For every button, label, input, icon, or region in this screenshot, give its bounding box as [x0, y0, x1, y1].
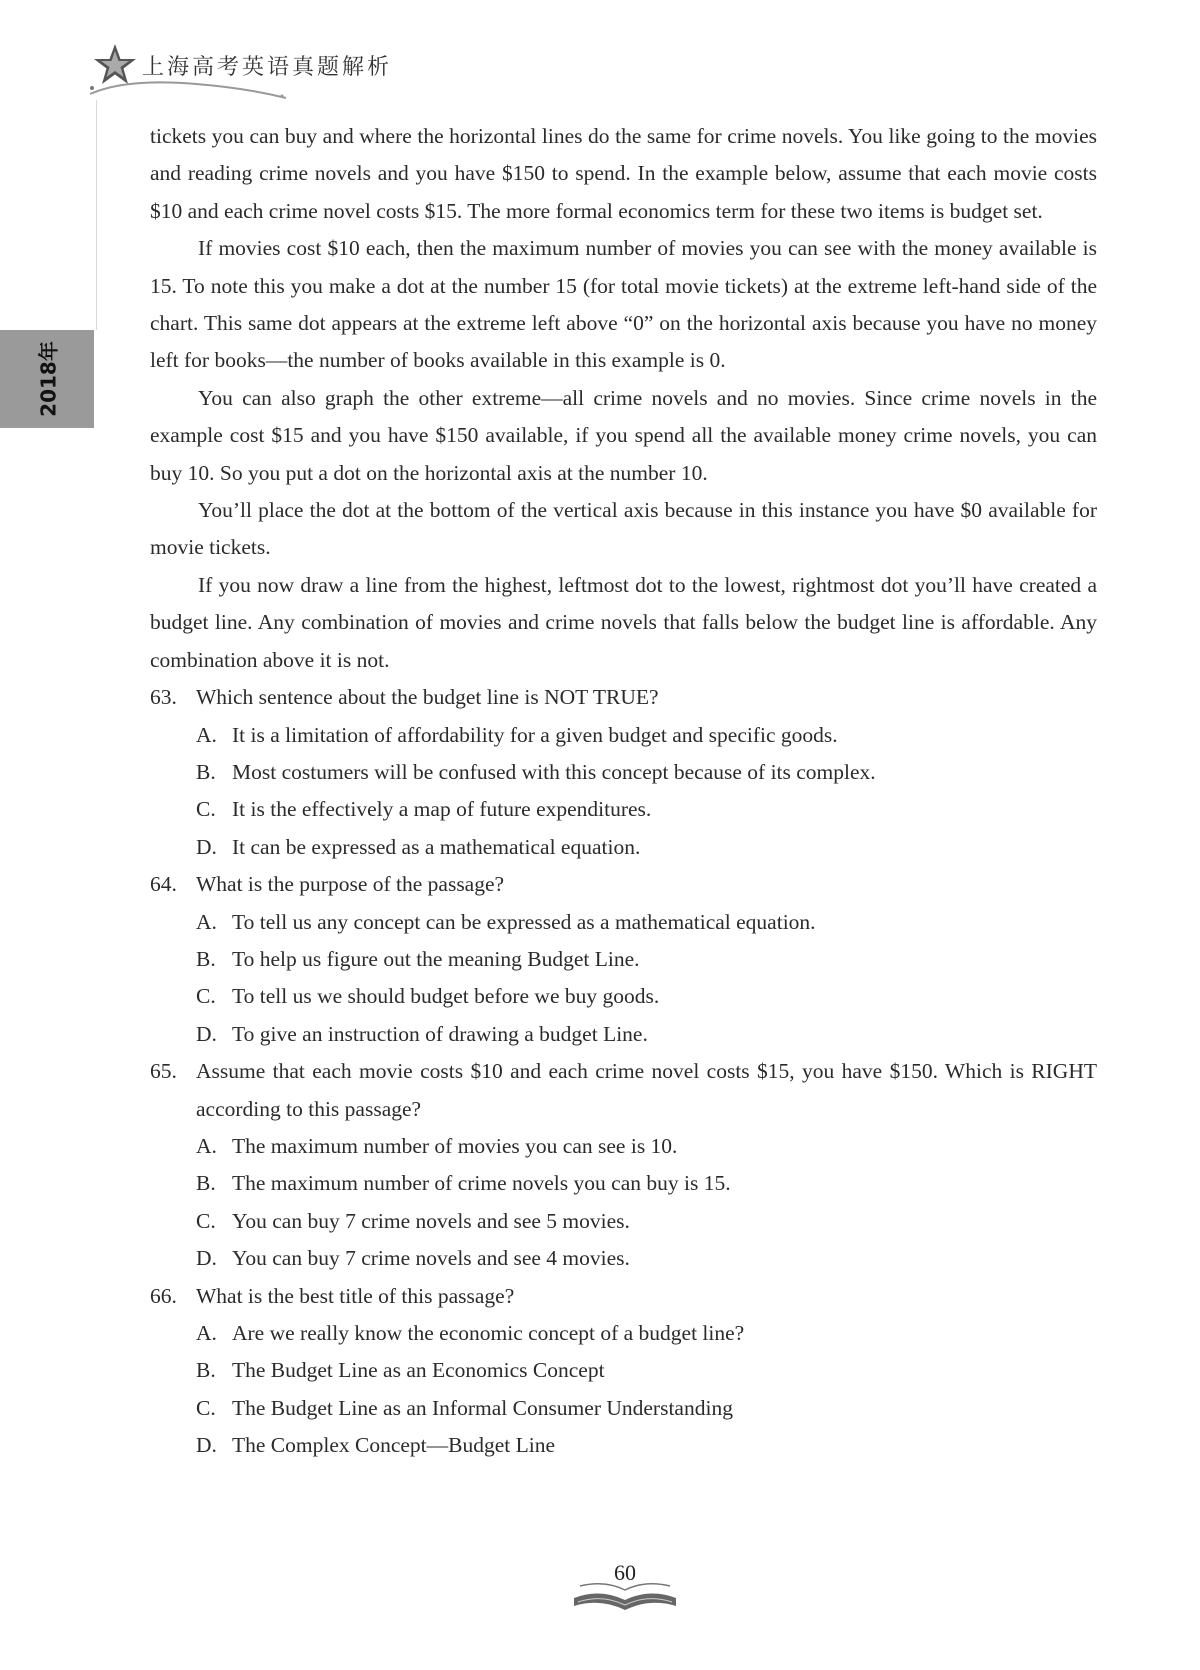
year-label: 2018年: [36, 341, 61, 417]
page-footer: [560, 1550, 690, 1630]
question-number: 65.: [150, 1059, 177, 1084]
question-number: 63.: [150, 685, 177, 710]
option-a: A. It is a limitation of affordability for a given budget and specific goods.: [196, 722, 838, 747]
page-header: [86, 40, 466, 100]
passage-paragraph: If you now draw a line from the highest, leftmost dot to the lowest, rightmost dot you’ll have created a budget line. Any combination of movies and crime novels that falls below the budget line is affordable. Any combination above it is not.: [150, 572, 1097, 672]
question-text: What is the best title of this passage?: [196, 1283, 515, 1308]
option-d: D. You can buy 7 crime novels and see 4 movies.: [196, 1246, 630, 1271]
question-text: Which sentence about the budget line is NOT TRUE?: [196, 685, 659, 710]
passage-paragraph: You can also graph the other extreme—all crime novels and no movies. Since crime novels in the example cost $15 and you have $150 available, if you spend all the available money crime novels, you can buy 10. So you put a dot on the horizontal axis at the number 10.: [150, 385, 1097, 485]
margin-rule: [96, 100, 97, 330]
question-64: [150, 866, 1097, 1053]
option-a: A. Are we really know the economic concept of a budget line?: [196, 1321, 745, 1345]
option-a: A. To tell us any concept can be expressed as a mathematical equation.: [196, 909, 816, 934]
question-63: [150, 679, 1097, 866]
page-number: 60: [614, 1560, 636, 1585]
passage-paragraph: tickets you can buy and where the horizontal lines do the same for crime novels. You like going to the movies and reading crime novels and you have $150 to spend. In the example below, assume that each movie costs $10 and each crime novel costs $15. The more formal economics term for these two items is budget set.: [150, 124, 1097, 223]
option-c: C. You can buy 7 crime novels and see 5 movies.: [196, 1208, 630, 1233]
option-d: D. It can be expressed as a mathematical equation.: [196, 834, 641, 859]
swoosh-decoration: [86, 76, 306, 100]
option-d: D. To give an instruction of drawing a budget Line.: [196, 1021, 648, 1046]
option-d: D. The Complex Concept—Budget Line: [196, 1433, 556, 1458]
page-content: [150, 118, 1097, 1465]
option-b: B. The maximum number of crime novels you can buy is 15.: [196, 1171, 731, 1196]
option-c: C. The Budget Line as an Informal Consumer Understanding: [196, 1395, 733, 1420]
year-tab: [0, 330, 94, 428]
passage-paragraph: If movies cost $10 each, then the maximum number of movies you can see with the money available is 15. To note this you make a dot at the number 15 (for total movie tickets) at the extreme left-hand side of the chart. This same dot appears at the extreme left above “0” on the horizontal axis because you have no money left for books—the number of books available in this example is 0.: [150, 236, 1097, 373]
question-text: Assume that each movie costs $10 and each crime novel costs $15, you have $150. Which is RIGHT according to this passage?: [196, 1059, 1097, 1121]
question-66: [150, 1278, 1097, 1465]
question-number: 66.: [150, 1283, 177, 1308]
passage-paragraph: You’ll place the dot at the bottom of the vertical axis because in this instance you have $0 available for movie tickets.: [150, 498, 1097, 560]
option-b: B. Most costumers will be confused with this concept because of its complex.: [196, 759, 876, 784]
option-c: C. It is the effectively a map of future expenditures.: [196, 797, 652, 822]
question-65: [150, 1053, 1097, 1277]
open-book-icon: [570, 1580, 680, 1614]
option-a: A. The maximum number of movies you can see is 10.: [196, 1133, 678, 1158]
question-number: 64.: [150, 872, 177, 897]
option-b: B. The Budget Line as an Economics Concept: [196, 1358, 605, 1383]
book-title: 上海高考英语真题解析: [142, 55, 393, 80]
option-b: B. To help us figure out the meaning Budget Line.: [196, 946, 640, 971]
option-c: C. To tell us we should budget before we buy goods.: [196, 984, 660, 1009]
question-text: What is the purpose of the passage?: [196, 872, 505, 897]
